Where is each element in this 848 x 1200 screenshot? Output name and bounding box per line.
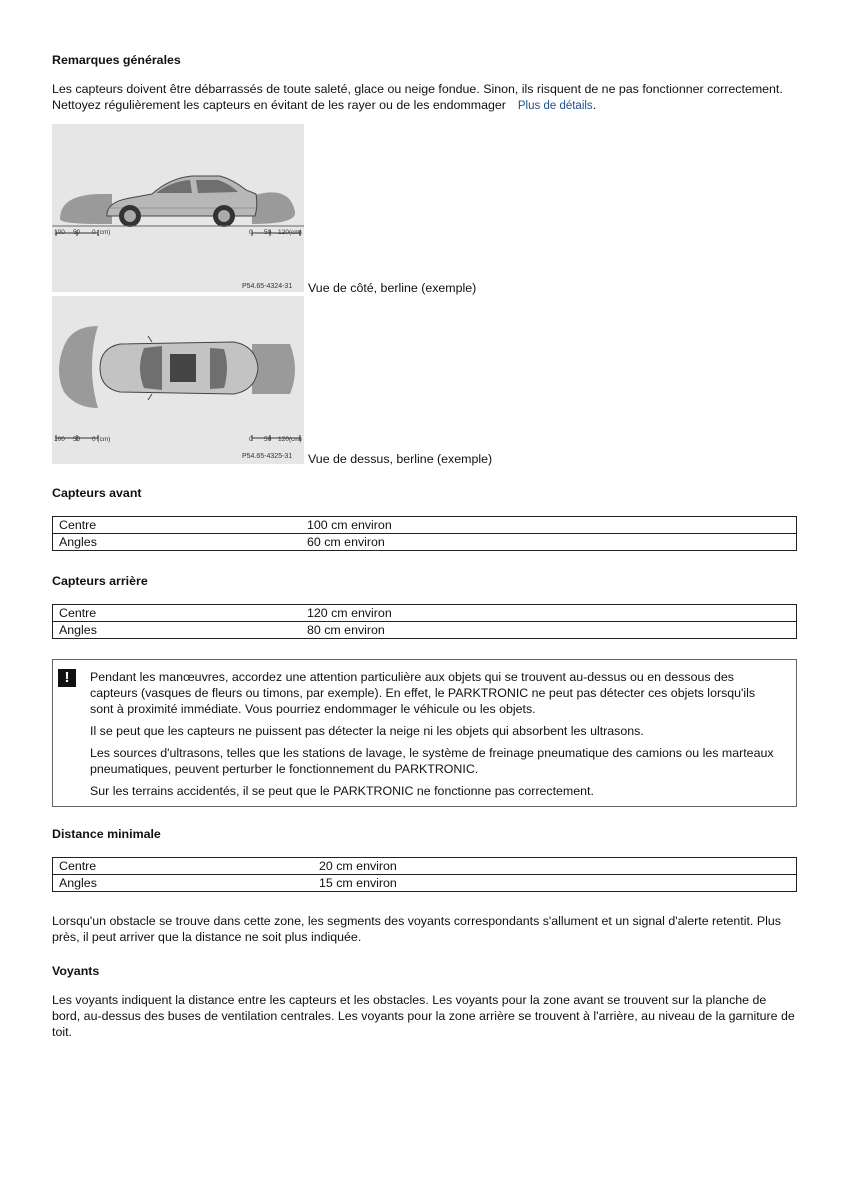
side-scale-left-50: 50 <box>73 229 81 236</box>
rear-zone-shape <box>252 192 295 224</box>
front-zone-shape <box>60 194 112 224</box>
side-scale-left-100: 100 <box>54 229 65 236</box>
top-view-caption: Vue de dessus, berline (exemple) <box>308 452 493 466</box>
warning-icon: ! <box>58 669 76 687</box>
side-scale-left-0: 0 (cm) <box>92 229 111 236</box>
general-remarks-heading: Remarques générales <box>52 53 181 67</box>
side-figure-code: P54.65-4324-31 <box>242 283 293 290</box>
top-scale-left-0: 0 (cm) <box>92 436 111 443</box>
warning-notice <box>52 659 797 807</box>
indicators-text: Les voyants indiquent la distance entre les capteurs et les obstacles. Les voyants pour la zone avant se trouvent sur la planche de bord, au-dessus des buses de ventilation centrales. Les voyants pour la zone arrière se trouvent à l'arrière, au niveau de la garniture de toit. <box>52 993 795 1039</box>
table-row <box>53 622 797 639</box>
row-value: 15 cm environ <box>313 875 797 892</box>
front-zone-top-shape <box>59 326 98 408</box>
front-sensors-table <box>52 516 797 551</box>
row-label: Centre <box>53 605 302 622</box>
row-value: 120 cm environ <box>301 605 797 622</box>
table-row <box>53 858 797 875</box>
indicators-heading: Voyants <box>52 964 100 978</box>
side-view-figure <box>52 124 304 292</box>
row-label: Angles <box>53 622 302 639</box>
top-scale-left-100: 100 <box>54 436 65 443</box>
min-distance-heading: Distance minimale <box>52 827 161 841</box>
more-details-link[interactable]: Plus de détails <box>517 100 593 112</box>
notice-paragraph: Les sources d'ultrasons, telles que les stations de lavage, le système de freinage pneumatique des camions ou les marteaux pneumatiques, peuvent perturber le fonctionnement du PARKTRONIC. <box>90 746 774 776</box>
rear-sensors-table <box>52 604 797 639</box>
notice-paragraph: Pendant les manœuvres, accordez une attention particulière aux objets qui se trouvent au-dessus ou en dessous des capteurs (vasques de fleurs ou timons, par exemple). En effet, le PARKTRONIC ne peut pas détecter ces objets lorsqu'ils sont à proximité immédiate. Vous pourriez endommager le véhicule ou les objets. <box>90 670 756 716</box>
table-row <box>53 534 797 551</box>
car-side-illustration <box>107 176 257 227</box>
row-value: 60 cm environ <box>301 534 797 551</box>
side-scale-right-0: 0 <box>249 229 253 236</box>
top-figure-code: P54.65-4325-31 <box>242 453 293 460</box>
row-value: 20 cm environ <box>313 858 797 875</box>
side-scale-right-120: 120(cm) <box>278 229 302 236</box>
row-label: Angles <box>53 875 314 892</box>
table-row <box>53 517 797 534</box>
front-sensors-heading: Capteurs avant <box>52 486 142 500</box>
rear-sensors-heading: Capteurs arrière <box>52 574 148 588</box>
rear-zone-top-shape <box>252 344 295 394</box>
row-label: Angles <box>53 534 302 551</box>
car-top-illustration <box>100 336 258 400</box>
top-scale-right-50: 50 <box>264 436 272 443</box>
top-scale-left-50: 50 <box>73 436 81 443</box>
min-distance-text: Lorsqu'un obstacle se trouve dans cette zone, les segments des voyants correspondants s'allument et un signal d'alerte retentit. Plus près, il peut arriver que la distance ne soit plus indiquée. <box>52 914 781 944</box>
table-row <box>53 605 797 622</box>
top-scale-right-120: 120(cm) <box>278 436 302 443</box>
general-remarks-text: Les capteurs doivent être débarrassés de toute saleté, glace ou neige fondue. Sinon, ils risquent de ne pas fonctionner correctement. Nettoyez régulièrement les capteurs en évitant de les rayer ou de les endommager Plus de détails. <box>52 82 783 112</box>
row-label: Centre <box>53 858 314 875</box>
row-value: 100 cm environ <box>301 517 797 534</box>
top-view-figure <box>52 296 304 464</box>
notice-paragraph: Il se peut que les capteurs ne puissent pas détecter la neige ni les objets qui absorbent les ultrasons. <box>90 724 644 738</box>
min-distance-table <box>52 857 797 892</box>
notice-paragraph: Sur les terrains accidentés, il se peut que le PARKTRONIC ne fonctionne pas correctement. <box>90 784 594 798</box>
top-scale-right-0: 0 <box>249 436 253 443</box>
side-view-caption: Vue de côté, berline (exemple) <box>308 281 477 295</box>
side-scale-right-50: 50 <box>264 229 272 236</box>
row-value: 80 cm environ <box>301 622 797 639</box>
row-label: Centre <box>53 517 302 534</box>
table-row <box>53 875 797 892</box>
